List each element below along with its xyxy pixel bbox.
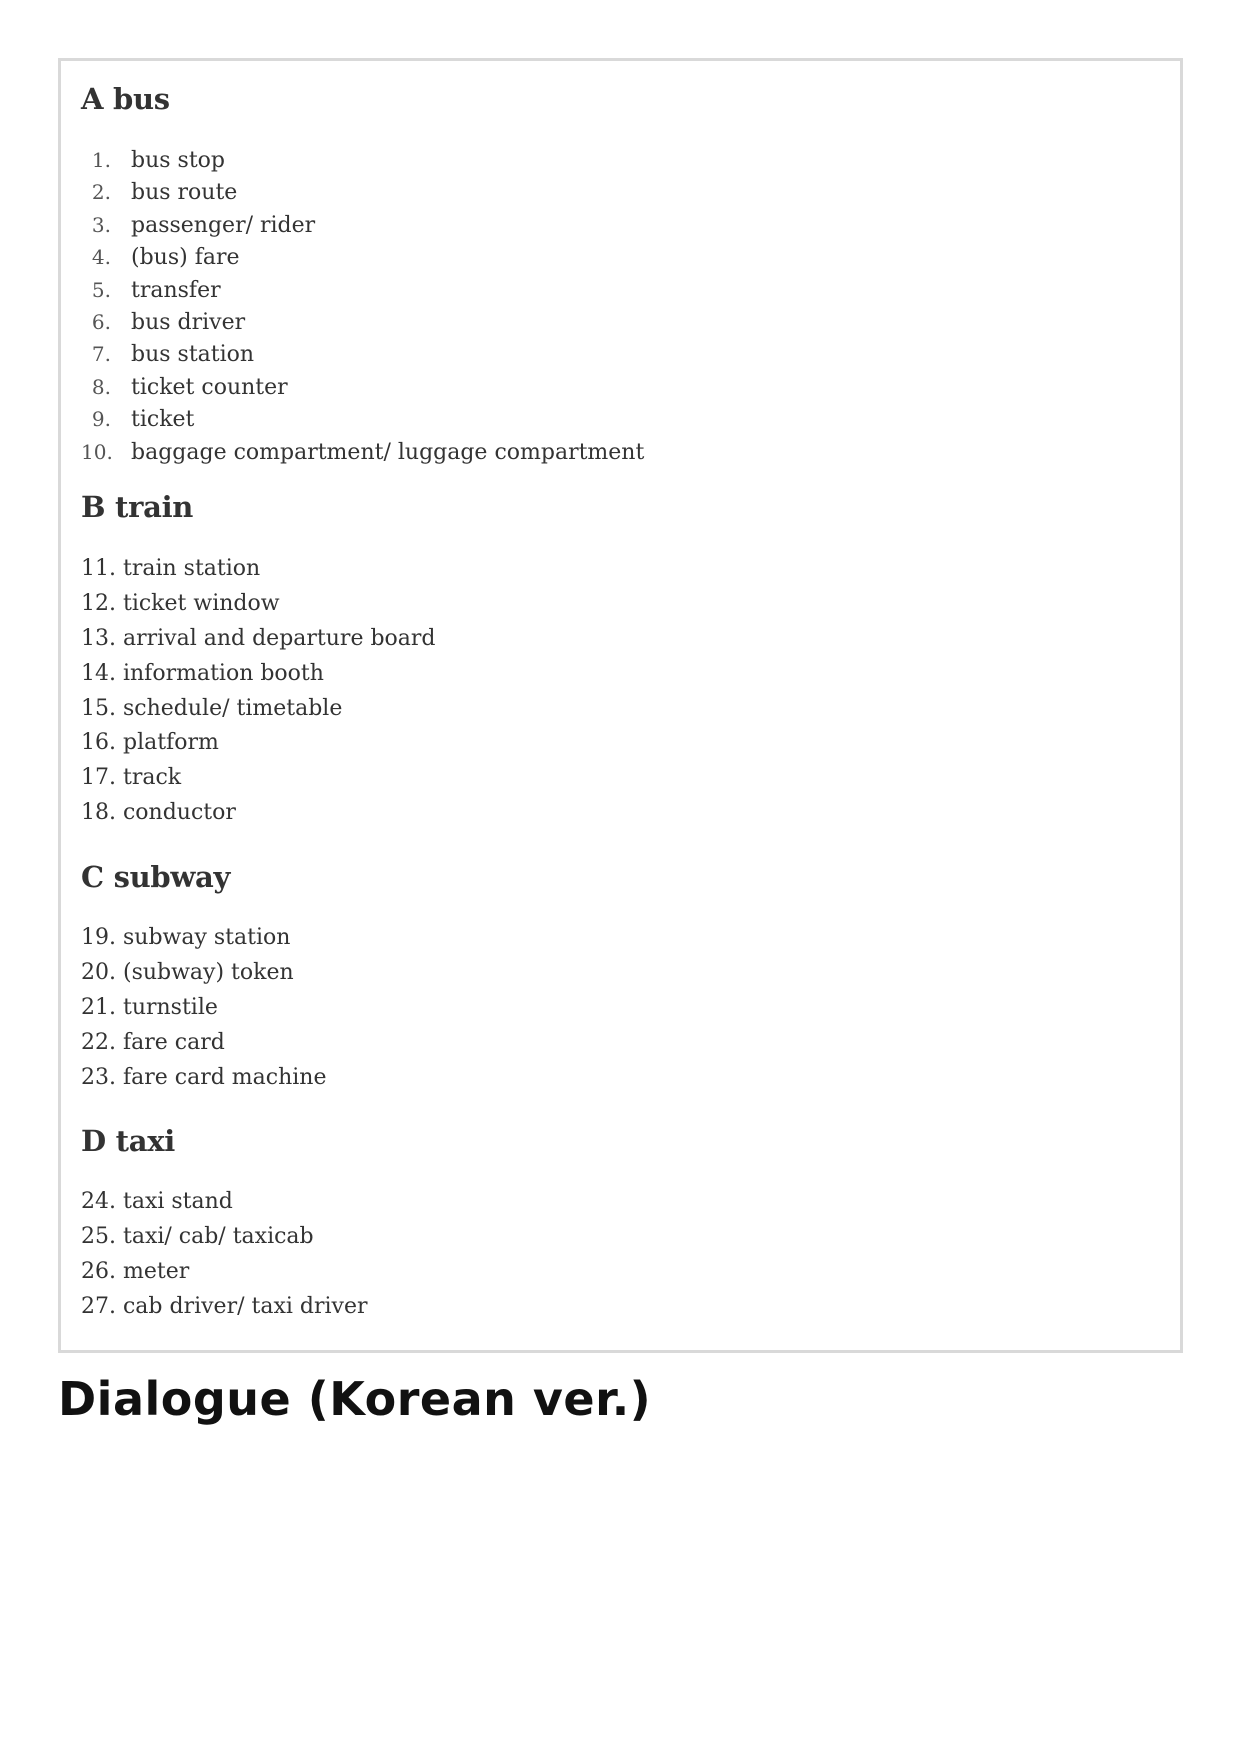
vocabulary-box: [58, 58, 1183, 1353]
list-item: 16. platform: [81, 730, 219, 756]
item-number: 3.: [91, 212, 111, 237]
list-item: 21. turnstile: [81, 994, 218, 1020]
list-item: 12. ticket window: [81, 590, 280, 616]
list-item: 14. information booth: [81, 660, 324, 686]
item-text: bus stop: [131, 148, 225, 173]
list-item: 17. track: [81, 765, 182, 791]
list-item: [81, 436, 644, 468]
list-item: 25. taxi/ cab/ taxicab: [81, 1223, 314, 1249]
list-item: [81, 274, 644, 306]
list-item: [81, 306, 644, 338]
item-number: 6.: [91, 309, 111, 334]
item-number: 4.: [91, 245, 111, 270]
item-text: (bus) fare: [131, 245, 240, 271]
item-text: transfer: [131, 277, 221, 303]
taxi-list: [81, 1185, 368, 1325]
bus-list: [81, 144, 644, 468]
list-item: 11. train station: [81, 556, 261, 581]
list-item: 20. (subway) token: [81, 959, 294, 985]
item-text: bus station: [131, 342, 255, 368]
list-item: 18. conductor: [81, 800, 236, 826]
list-item: [81, 209, 644, 241]
item-number: 1.: [91, 148, 111, 172]
list-item: 24. taxi stand: [81, 1189, 233, 1214]
item-text: ticket counter: [131, 374, 288, 400]
item-number: 8.: [91, 374, 111, 399]
list-item: [81, 176, 644, 208]
list-item: 26. meter: [81, 1258, 190, 1284]
list-item: [81, 338, 644, 370]
item-text: baggage compartment/ luggage compartment: [131, 439, 645, 465]
item-text: ticket: [131, 407, 195, 433]
item-number: 5.: [91, 277, 111, 302]
item-number: 7.: [91, 342, 111, 367]
section-heading-bus: A bus: [81, 82, 170, 116]
list-item: [81, 144, 644, 176]
item-text: bus driver: [131, 309, 246, 335]
item-number: 9.: [91, 407, 111, 432]
list-item: 27. cab driver/ taxi driver: [81, 1293, 368, 1319]
subway-list: [81, 921, 327, 1095]
item-number: 10.: [81, 439, 113, 464]
list-item: 22. fare card: [81, 1029, 225, 1055]
section-heading-train: B train: [81, 490, 194, 524]
list-item: [81, 371, 644, 403]
list-item: 15. schedule/ timetable: [81, 695, 343, 721]
list-item: 23. fare card machine: [81, 1064, 327, 1090]
list-item: [81, 241, 644, 273]
item-number: 2.: [91, 180, 111, 205]
list-item: 13. arrival and departure board: [81, 625, 436, 651]
section-heading-subway: C subway: [81, 860, 231, 894]
list-item: 19. subway station: [81, 925, 291, 950]
train-list: [81, 552, 436, 831]
item-text: passenger/ rider: [131, 212, 316, 238]
list-item: [81, 403, 644, 435]
item-text: bus route: [131, 180, 238, 206]
section-heading-taxi: D taxi: [81, 1124, 175, 1158]
dialogue-title: Dialogue (Korean ver.): [58, 1372, 652, 1426]
